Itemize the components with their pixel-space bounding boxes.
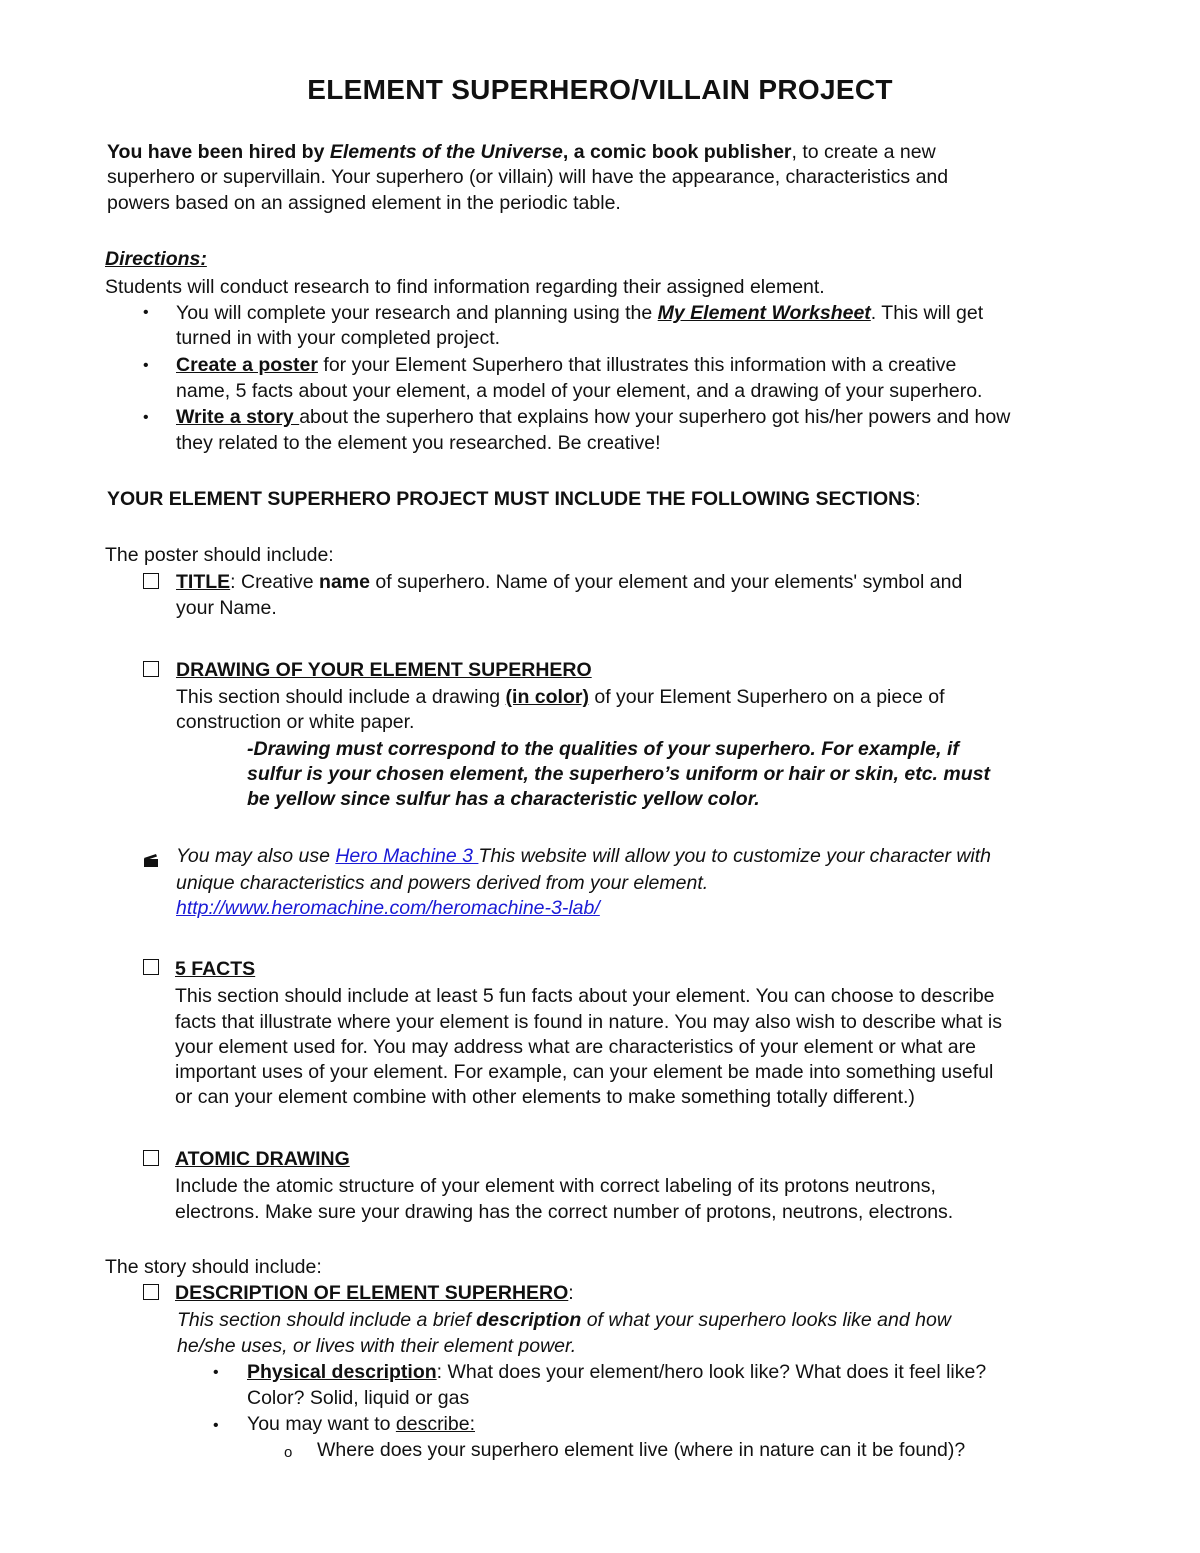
directions-bullet-2 bbox=[176, 352, 956, 378]
checkbox-icon bbox=[143, 1150, 159, 1166]
intro-text-1: , to create a new bbox=[791, 141, 936, 163]
atomic-label bbox=[175, 1146, 350, 1172]
facts-label-text: 5 FACTS bbox=[175, 958, 256, 980]
description-label bbox=[175, 1280, 574, 1306]
description-label-text: DESCRIPTION OF ELEMENT SUPERHERO bbox=[175, 1282, 569, 1304]
atomic-line-1: Include the atomic structure of your element with correct labeling of its protons neutrons, bbox=[175, 1175, 936, 1197]
drawing-line-1 bbox=[176, 684, 945, 710]
directions-bullet-3-line-2: they related to the element you researched. Be creative! bbox=[176, 432, 661, 454]
sections-heading bbox=[107, 486, 921, 512]
poster-lead: The poster should include: bbox=[105, 544, 334, 566]
directions-lead: Students will conduct research to find information regarding their assigned element. bbox=[105, 276, 825, 298]
checkbox-icon bbox=[143, 959, 159, 975]
describe-underlined: describe: bbox=[395, 1413, 475, 1435]
create-poster-ref: Create a poster bbox=[176, 354, 318, 376]
hero-machine-pre: You may also use bbox=[176, 845, 336, 867]
drawing-note-2: sulfur is your chosen element, the superhero’s uniform or hair or skin, etc. must bbox=[247, 763, 990, 785]
title-bold-name: name bbox=[319, 571, 370, 593]
drawing-pre: This section should include a drawing bbox=[176, 686, 506, 708]
physical-description-line-2: Color? Solid, liquid or gas bbox=[247, 1387, 470, 1409]
directions-bullet-1-line-2: turned in with your completed project. bbox=[176, 327, 501, 349]
bullet-3-post: about the superhero that explains how your superhero got his/her powers and how bbox=[299, 406, 1011, 428]
hero-machine-line-1 bbox=[176, 843, 991, 869]
title-text-2: of superhero. Name of your element and your elements' symbol and bbox=[370, 571, 963, 593]
atomic-line-2: electrons. Make sure your drawing has the correct number of protons, neutrons, electrons. bbox=[175, 1201, 954, 1223]
poster-title-item bbox=[176, 569, 962, 595]
directions-bullet-2-line-2: name, 5 facts about your element, a model of your element, and a drawing of your superhero. bbox=[176, 380, 983, 402]
directions-bullet-1 bbox=[176, 300, 983, 326]
physical-description-line-1 bbox=[247, 1359, 986, 1385]
directions-heading: Directions: bbox=[105, 248, 207, 270]
facts-line-4: important uses of your element. For example, can your element be made into something useful bbox=[175, 1061, 994, 1083]
describe-line bbox=[247, 1411, 475, 1437]
intro-bold-2: , a comic book publisher bbox=[562, 141, 792, 163]
describe-pre: You may want to bbox=[247, 1413, 396, 1435]
checkbox-icon bbox=[143, 573, 159, 589]
bullet-1-post: . This will get bbox=[870, 302, 984, 324]
facts-label bbox=[175, 956, 255, 982]
drawing-line-2: construction or white paper. bbox=[176, 711, 415, 733]
checkbox-icon bbox=[143, 1284, 159, 1300]
title-label: TITLE bbox=[176, 571, 231, 593]
hero-machine-link[interactable]: Hero Machine 3 bbox=[335, 845, 479, 867]
drawing-label bbox=[176, 657, 592, 683]
intro-line-1 bbox=[107, 139, 936, 165]
facts-line-5: or can your element combine with other elements to make something totally different.) bbox=[175, 1086, 915, 1108]
atomic-label-text: ATOMIC DRAWING bbox=[175, 1148, 350, 1170]
page-title: ELEMENT SUPERHERO/VILLAIN PROJECT bbox=[307, 74, 893, 105]
hero-machine-line-2: unique characteristics and powers derived from your element. bbox=[176, 872, 709, 894]
description-bold: description bbox=[476, 1309, 582, 1331]
story-lead: The story should include: bbox=[105, 1256, 322, 1278]
hero-machine-url[interactable]: http://www.heromachine.com/heromachine-3-lab/ bbox=[176, 897, 600, 919]
bullet-icon: • bbox=[143, 357, 149, 374]
sections-heading-colon: : bbox=[915, 488, 921, 510]
directions-bullet-3 bbox=[176, 404, 1010, 430]
drawing-label-text: DRAWING OF YOUR ELEMENT SUPERHERO bbox=[176, 659, 592, 681]
intro-line-2: superhero or supervillain. Your superhero (or villain) will have the appearance, characteristics and bbox=[107, 166, 949, 188]
physical-label: Physical description bbox=[247, 1361, 437, 1383]
bullet-1-pre: You will complete your research and planning using the bbox=[176, 302, 658, 324]
bullet-2-post: for your Element Superhero that illustrates this information with a creative bbox=[317, 354, 957, 376]
clapperboard-icon bbox=[143, 849, 159, 875]
drawing-note-1: -Drawing must correspond to the qualities of your superhero. For example, if bbox=[247, 738, 959, 760]
write-story-ref: Write a story bbox=[176, 406, 300, 428]
description-pre: This section should include a brief bbox=[177, 1309, 477, 1331]
description-colon: : bbox=[568, 1282, 574, 1304]
bullet-icon: • bbox=[143, 409, 149, 426]
poster-title-line-2: your Name. bbox=[176, 597, 277, 619]
sections-heading-text: YOUR ELEMENT SUPERHERO PROJECT MUST INCLUDE THE FOLLOWING SECTIONS bbox=[107, 488, 916, 510]
intro-bold-1: You have been hired by bbox=[107, 141, 330, 163]
title-text-1: : Creative bbox=[230, 571, 320, 593]
facts-line-3: your element used for. You may address what are characteristics of your element or what are bbox=[175, 1036, 976, 1058]
facts-line-2: facts that illustrate where your element is found in nature. You may also wish to describe what is bbox=[175, 1011, 1003, 1033]
description-post: of what your superhero looks like and how bbox=[581, 1309, 951, 1331]
description-line-1 bbox=[177, 1307, 951, 1333]
publisher-name: Elements of the Universe bbox=[329, 141, 563, 163]
circle-bullet-icon: o bbox=[284, 1444, 293, 1461]
sub-bullet-1: Where does your superhero element live (where in nature can it be found)? bbox=[317, 1439, 966, 1461]
facts-line-1: This section should include at least 5 fun facts about your element. You can choose to describe bbox=[175, 985, 995, 1007]
bullet-icon: • bbox=[213, 1417, 219, 1434]
drawing-post: of your Element Superhero on a piece of bbox=[588, 686, 945, 708]
hero-machine-post: This website will allow you to customize your character with bbox=[478, 845, 992, 867]
bullet-icon: • bbox=[213, 1364, 219, 1381]
physical-post: : What does your element/hero look like? What does it feel like? bbox=[436, 1361, 987, 1383]
description-line-2: he/she uses, or lives with their element power. bbox=[177, 1335, 577, 1357]
worksheet-ref: My Element Worksheet bbox=[657, 302, 871, 324]
intro-line-3: powers based on an assigned element in the periodic table. bbox=[107, 192, 621, 214]
drawing-emph: (in color) bbox=[505, 686, 589, 708]
drawing-note-3: be yellow since sulfur has a characteristic yellow color. bbox=[247, 788, 760, 810]
checkbox-icon bbox=[143, 661, 159, 677]
bullet-icon: • bbox=[143, 304, 149, 321]
